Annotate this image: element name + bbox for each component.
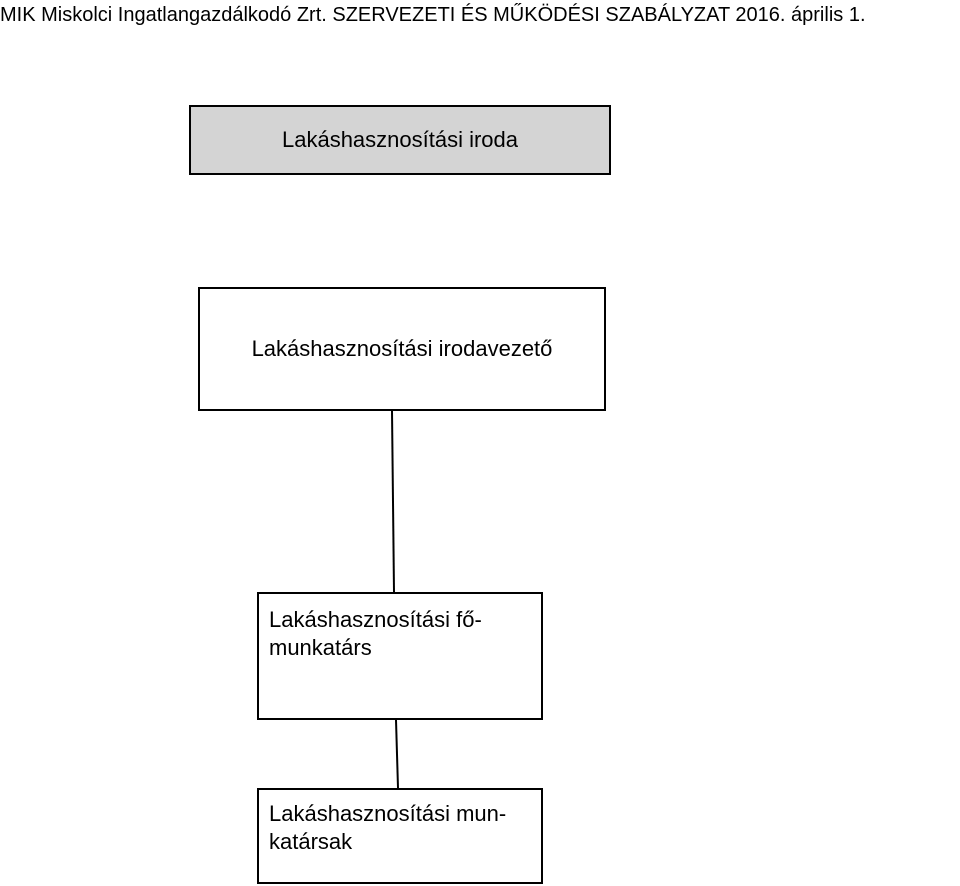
senior-staff-label-line2: munkatárs	[269, 635, 372, 660]
staff-label-line2: katársak	[269, 829, 353, 854]
office-head-label: Lakáshasznosítási irodavezető	[251, 336, 553, 361]
staff-box	[257, 788, 543, 884]
senior-staff-box	[257, 592, 543, 720]
senior-staff-label-line1: Lakáshasznosítási fő-	[269, 607, 482, 632]
office-head-box	[198, 287, 606, 411]
document-header: MIK Miskolci Ingatlangazdálkodó Zrt. SZERVEZETI ÉS MŰKÖDÉSI SZABÁLYZAT 2016. április 1.	[0, 4, 866, 26]
org-unit-label: Lakáshasznosítási iroda	[281, 127, 519, 152]
connector-head-to-senior	[392, 411, 394, 592]
staff-label-line1: Lakáshasznosítási mun-	[269, 801, 507, 826]
connector-senior-to-staff	[396, 720, 398, 788]
